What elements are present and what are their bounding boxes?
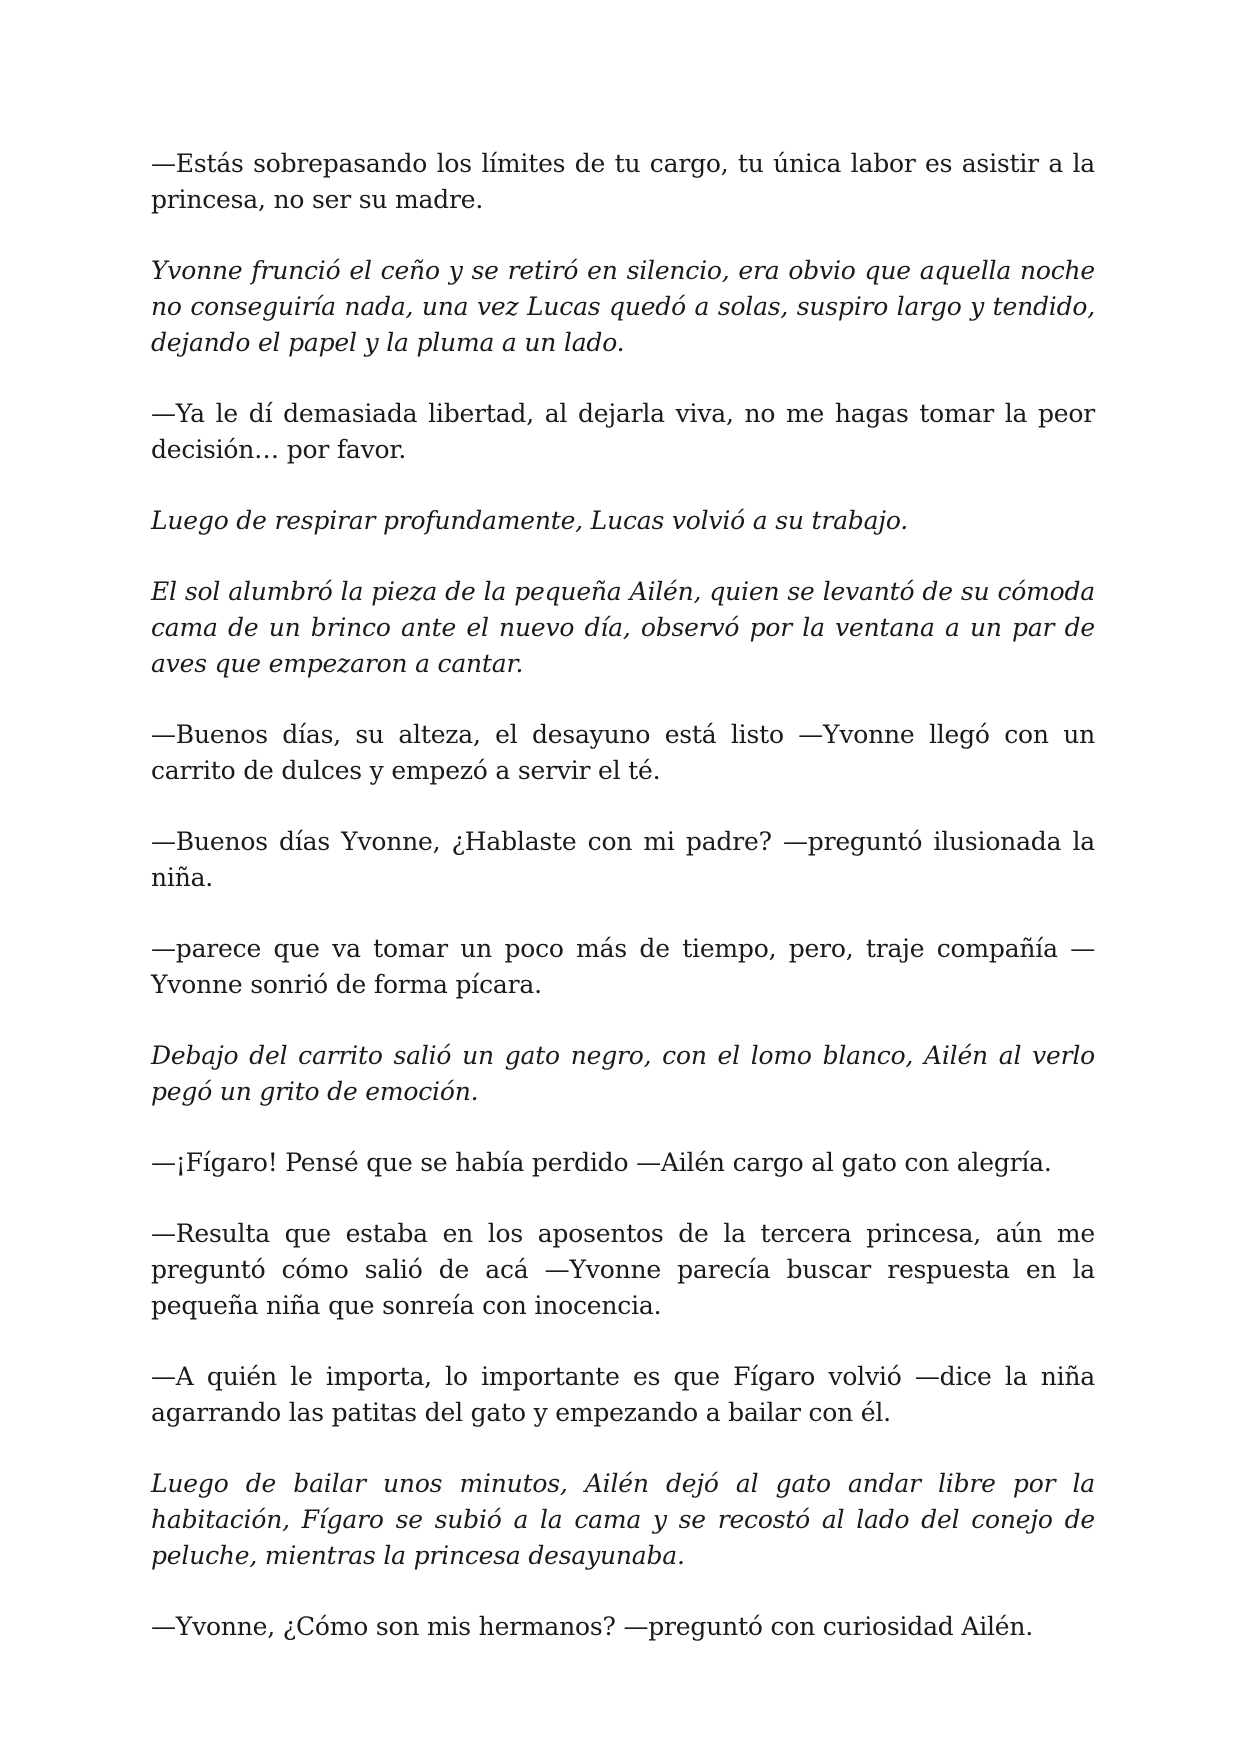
dialogue-paragraph: —Buenos días Yvonne, ¿Hablaste con mi padre? —preguntó ilusionada la niña. [151,827,1095,892]
narration-paragraph: El sol alumbró la pieza de la pequeña Ailén, quien se levantó de su cómoda cama de un brinco ante el nuevo día, observó por la ventana a un par de aves que empezaron a cantar. [151,577,1095,678]
dialogue-paragraph: —Ya le dí demasiada libertad, al dejarla viva, no me hagas tomar la peor decisión… por favor. [151,399,1095,464]
dialogue-paragraph: —parece que va tomar un poco más de tiempo, pero, traje compañía —Yvonne sonrió de forma pícara. [151,934,1095,999]
dialogue-paragraph: —Resulta que estaba en los aposentos de la tercera princesa, aún me preguntó cómo salió de acá —Yvonne parecía buscar respuesta en la pequeña niña que sonreía con inocencia. [151,1219,1095,1320]
dialogue-paragraph: —¡Fígaro! Pensé que se había perdido —Ailén cargo al gato con alegría. [151,1148,1052,1177]
narration-paragraph: Luego de respirar profundamente, Lucas volvió a su trabajo. [151,506,908,535]
narration-paragraph: Debajo del carrito salió un gato negro, con el lomo blanco, Ailén al verlo pegó un grito de emoción. [151,1041,1095,1106]
dialogue-paragraph: —Buenos días, su alteza, el desayuno está listo —Yvonne llegó con un carrito de dulces y empezó a servir el té. [151,720,1095,785]
dialogue-paragraph: —Estás sobrepasando los límites de tu cargo, tu única labor es asistir a la princesa, no ser su madre. [151,149,1095,214]
narration-paragraph: Yvonne frunció el ceño y se retiró en silencio, era obvio que aquella noche no conseguiría nada, una vez Lucas quedó a solas, suspiro largo y tendido, dejando el papel y la pluma a un lado. [151,256,1095,357]
dialogue-paragraph: —Yvonne, ¿Cómo son mis hermanos? —preguntó con curiosidad Ailén. [151,1612,1034,1641]
narration-paragraph: Luego de bailar unos minutos, Ailén dejó al gato andar libre por la habitación, Fígaro se subió a la cama y se recostó al lado del conejo de peluche, mientras la princesa desayunaba. [151,1469,1095,1570]
dialogue-paragraph: —A quién le importa, lo importante es que Fígaro volvió —dice la niña agarrando las patitas del gato y empezando a bailar con él. [151,1362,1095,1427]
document-page [151,146,1095,1680]
